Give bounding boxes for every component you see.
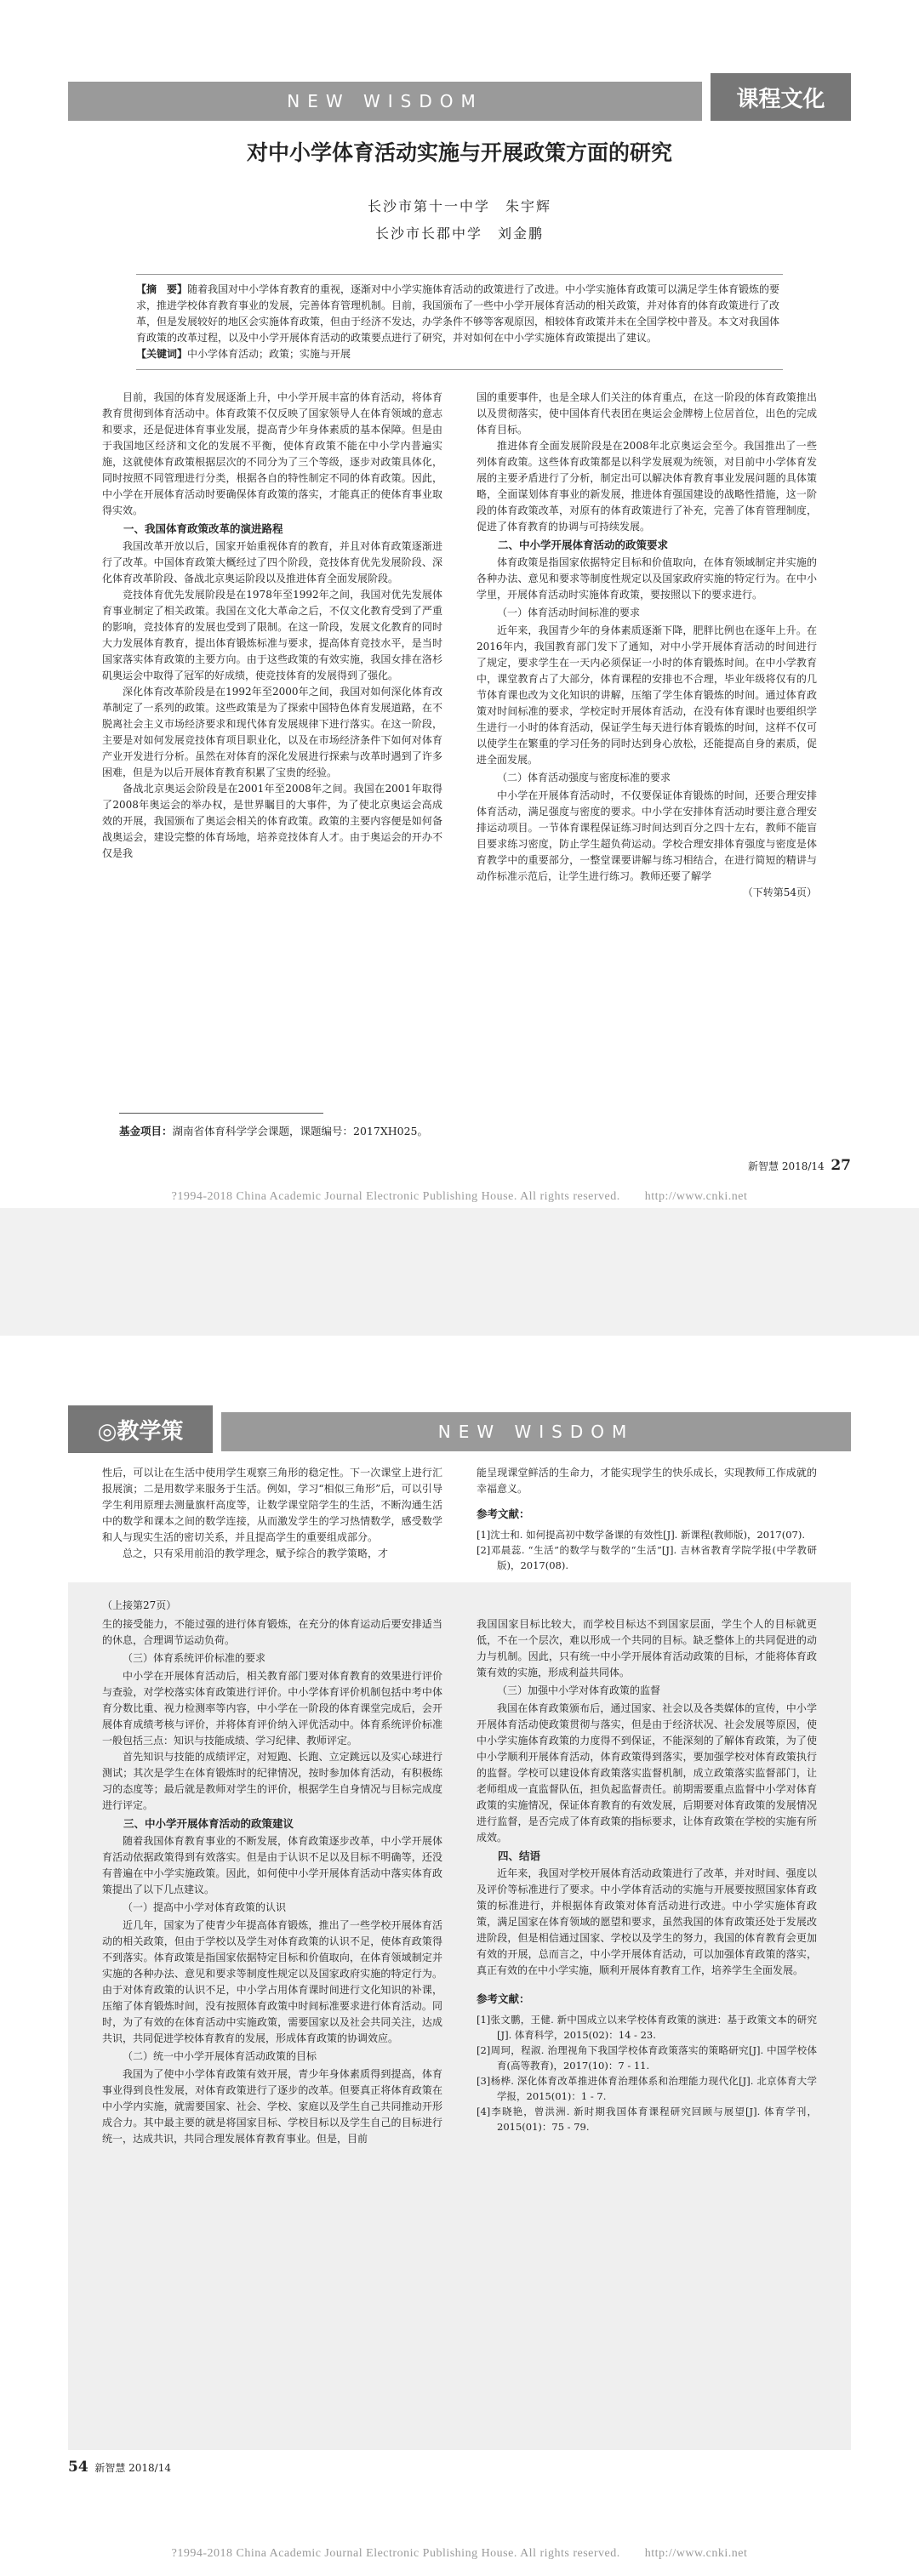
section-heading: 三、中小学开展体育活动的政策建议 [123,1817,294,1830]
abstract [136,274,783,370]
paragraph: 中小学在开展体育活动时，不仅要保证体育锻炼的时间，还要合理安排体育活动，满足强度与密度的要求。中小学在安排体育活动时要注意合理安排运动项目。一节体育课程保证练习时间达到百分之四十左右，教师不能盲目要求练习密度，防止学生超负荷运动。学校合理安排体育强度与密度是体育教学中的重要部分，一整堂课要讲解与练习相结合，在进行简短的精讲与动作标准示范后，让学生进行练习。教师还要了解学 [477,789,817,882]
fund-note [119,1123,428,1138]
continued-from-marker: （上接第27页） [102,1599,177,1611]
author-1: 长沙市第十一中学 朱宇辉 [367,198,551,214]
reference-item: [2]周珂，程淑. 治理视角下我国学校体育政策落实的策略研究[J]. 中国学校体育(高等教育)，2017(10)：7 - 11. [477,2044,817,2072]
paragraph: 备战北京奥运会阶段是在2001年至2008年之间。我国在2001年取得了2008年奥运会的举办权，是世界瞩目的大事件，为了使北京奥运会高成效的开展，我国颁布了奥运会相关的体育政策。政策的主要内容便是如何备战奥运会，建设完整的体育场地，培养竞技体育人才。由于奥运会的开办不仅是我 [102,783,442,859]
top-references [477,1506,817,1573]
fund-text: 湖南省体育科学学会课题，课题编号：2017XH025。 [172,1125,428,1137]
paragraph: 首先知识与技能的成绩评定，对短跑、长跑、立定跳远以及实心球进行测试；其次是学生在体育锻炼时的纪律情况，按时参加体育活动，有积极练习的态度等；最后就是教师对学生的评价，根据学生自身情况与目标完成度进行评定。 [102,1751,442,1811]
abstract-label: 【摘 要】 [136,283,188,295]
paragraph: 近几年，国家为了使青少年提高体育锻炼，推出了一些学校开展体育活动的相关政策，但由于学校以及学生对体育政策的认识不足，使体育政策得不到落实。体育政策是指国家依据特定目标和价值取向，在体育领域制定并实施的各种办法、意见和要求等制度性规定以及国家政府实施的特定行为。由于对体育政策的认识不足，中小学占用体育课时间进行文化知识的补课，压缩了体育锻炼时间，没有按照体育政策中时间标准要求进行体育活动。同时，为了有效的在体育活动中实施政策，需要国家以及社会共同关注，达成共识，共同促进学校体育教育的发展，形成体育政策的协调效应。 [102,1919,442,2044]
footnote-divider [119,1113,323,1114]
paragraph: 我国改革开放以后，国家开始重视体育的教育，并且对体育政策逐渐进行了改革。中国体育政策大概经过了四个阶段，竞技体育优先发展阶段、深化体育改革阶段、备战北京奥运阶段以及推进体育全面发展阶段。 [102,540,442,584]
page-gap [0,1208,919,1336]
reference-item: [2]邓晨蕊. “生活”的数学与数学的“生活”[J]. 吉林省教育学院学报(中学教研版)，2017(08). [477,1544,817,1571]
author-2: 长沙市长郡中学 刘金鹏 [374,225,544,242]
top-references-title: 参考文献： [477,1507,530,1520]
fund-label: 基金项目： [119,1125,173,1137]
paragraph: 体育政策是指国家依据特定目标和价值取向，在体育领域制定并实施的各种办法、意见和要求等制度性规定以及国家政府实施的特定行为。在中小学里，开展体育活动时实施体育政策，要按照以下的要求进行。 [477,556,817,601]
paragraph: 我国在体育政策颁布后，通过国家、社会以及各类媒体的宣传，中小学开展体育活动使政策贯彻与落实，但是由于经济状况、社会发展等原因，使中小学实施体育政策的力度得不到保证，不能深刻的了解体育政策，为了使中小学顺利开展体育活动，体育政策得到落实，要加强学校对体育政策执行的监督。学校可以建设体育政策落实监督机制，成立政策落实监督部门，让老师组成一直监督队伍，担负起监督责任。前期需要重点监督中小学对体育政策的实施情况，保证体育教育的有效发展，后期要对体育政策的发展情况进行监督，是否完成了体育政策的指标要求，让体育政策在学校的实施有所成效。 [477,1702,817,1844]
continued-right-column [477,1616,817,2134]
top-right-paragraph: 能呈现课堂鲜活的生命力，才能实现学生的快乐成长，实现教师工作成就的幸福意义。 [477,1467,817,1495]
copyright-notice: ?1994-2018 China Academic Journal Electronic Publishing House. All rights reserved. http://www.cnki.net [171,1190,748,1203]
page-footer [748,1157,851,1174]
continued-on-marker: （下转第54页） [742,886,817,898]
paragraph: 目前，我国的体育发展逐渐上升，中小学开展丰富的体育活动，将体育教育贯彻到体育活动中。体育政策不仅反映了国家领导人在体育领域的意志和要求，还是促进体育事业发展，提高青少年身体素质的基本保障。但是由于我国地区经济和文化的发展不平衡，使体育政策不能在中小学内普遍实施，这就使体育政策根据层次的不同分为了三个等级，逐步对政策具体化，同时按照不同管理进行分类，根据各自的特性制定不同的体育政策。因此，中小学在开展体育活动时要确保体育政策的落实，才能真正的使体育事业取得实效。 [102,391,442,516]
paragraph: 竞技体育优先发展阶段是在1978年至1992年之间，我国对优先发展体育事业制定了相关政策。我国在文化大革命之后，不仅文化教育受到了严重的影响，竞技体育的发展也受到了限制。在这一阶段，发展文化教育的同时大力发展体育教育，提出体育锻炼标准与要求，提高体育竞技水平，是当时国家落实体育政策的主要方向。由于这些政策的有效实施，我国女排在洛杉矶奥运会中取得了冠军的好成绩，使竞技体育的发展得到了强化。 [102,589,442,681]
paragraph: 国的重要事件，也是全球人们关注的体育重点，在这一阶段的体育政策推出以及贯彻落实，使中国体育代表团在奥运会金牌榜上位居首位，出色的完成体育目标。 [477,391,817,436]
paragraph: 生的接受能力，不能过强的进行体育锻炼，在充分的体育运动后要安排适当的休息，合理调节运动负荷。 [102,1618,442,1646]
abstract-text: 随着我国对中小学体育教育的重视，逐渐对中小学实施体育活动的政策进行了改进。中小学实施体育政策可以满足学生体育锻炼的要求，推进学校体育教育事业的发展，完善体育管理机制。目前，我国颁布了一些中小学开展体育活动的相关政策，并对体育的体育政策进行了改革，但是发展较好的地区会实施体育政策，但由于经济不发达，办学条件不够等客观原因，相较体育政策并未在全国学校中普及。本文对我国体育政策的改革过程，以及中小学开展体育活动的政策要点进行了研究，并对如何在中小学实施体育政策提出了建议。 [136,283,780,344]
footer-journal-2: 新智慧 2018/14 [94,2462,171,2474]
page-number: 27 [831,1157,851,1174]
references-title: 参考文献： [477,1992,530,2005]
reference-item: [4]李晓艳，曾洪洲. 新时期我国体育课程研究回顾与展望[J]. 体育学刊，2015(01)：75 - 79. [477,2106,817,2133]
section-heading: 一、我国体育政策改革的演进路程 [123,522,283,535]
article-title: 对中小学体育活动实施与开展政策方面的研究 [246,140,672,165]
paragraph: 总之，只有采用前沿的教学理念，赋予综合的教学策略，才 [123,1547,389,1559]
subsection-heading: （一）体育活动时间标准的要求 [497,607,641,618]
paragraph: 近年来，我国对学校开展体育活动政策进行了改革，并对时间、强度以及评价等标准进行了要求。中小学体育活动的实施与开展要按照国家体育政策的标准进行，并根据体育政策对体育活动进行改进。中小学实施体育政策，满足国家在体育领域的愿望和要求，虽然我国的体育政策还处于发展改进阶段，但是相信通过国家、学校以及学生的努力，我国的体育教育会更加有效的开展，总而言之，中小学开展体育活动，可以加强体育政策的落实，真正有效的在中小学实施，顺利开展体育教育工作，培养学生全面发展。 [477,1867,817,1976]
paragraph: 随着我国体育教育事业的不断发展，体育政策逐步改革，中小学开展体育活动依据政策得到有效落实。但是由于认识不足以及目标不明确等，还没有普遍在中小学实施政策。因此，如何使中小学开展体育活动中落实体育政策提出了以下几点建议。 [102,1835,442,1895]
paragraph: 推进体育全面发展阶段是在2008年北京奥运会至今。我国推出了一些列体育政策。这些体育政策都是以科学发展观为统领，对目前中小学体育发展的主要矛盾进行了分析，制定出可以解决体育教育事业发展问题的具体策略，全面谋划体育事业的新发展，推进体育强国建设的战略性措施，这一阶段的体育政策改革，对原有的体育政策进行了补充，完善了体育管理制度，促进了体育教育的协调与可持续发展。 [477,440,817,533]
body-right-column [477,390,817,901]
paragraph: 深化体育改革阶段是在1992年至2000年之间，我国对如何深化体育改革制定了一系列的政策。这些政策是为了探索中国特色体育发展道路，在不脱离社会主义市场经济要求和现代体育发展规律下进行落实。在这一阶段，主要是对如何发展竞技体育项目职业化，以及在市场经济条件下如何对体育产业开发进行分析。虽然在对体育的深化发展进行探索与改革时遇到了许多困难，但是为以后开展体育教育积累了宝贵的经验。 [102,686,442,778]
subsection-heading: （三）体育系统评价标准的要求 [123,1652,266,1664]
keywords-text: 中小学体育活动；政策；实施与开展 [187,348,351,360]
section-tab: 课程文化 [711,73,851,121]
top-right-column [477,1465,817,1573]
paragraph: 性后，可以让在生活中使用学生观察三角形的稳定性。下一次课堂上进行汇报展演；二是用数学来服务于生活。例如，学习“相似三角形”后，可以引导学生利用原理去测量旗杆高度等，让数学课堂陪学生的生活，不断沟通生活中的数学和课本之间的数学连接，从而激发学生的学习热情数学，感受数学和人与现实生活的密切关系，并且提高学生的重要组成部分。 [102,1467,442,1543]
page-27 [0,0,919,1208]
reference-item: [1]张文鹏，王健. 新中国成立以来学校体育政策的演进：基于政策文本的研究[J]. 体育科学，2015(02)：14 - 23. [477,2014,817,2041]
section-tab-2: ◎教学策 [68,1405,213,1453]
paragraph: 我国为了使中小学体育政策有效开展，青少年身体素质得到提高，体育事业得到良性发展，对体育政策进行了逐步的改革。但要真正将体育政策在中小学内实施，就需要国家、社会、学校、家庭以及学生自己共同推动开形成合力。其中最主要的就是将国家目标、学校目标以及学生自己的目标进行统一，达成共识，共同合理发展体育教育事业。但是，目前 [102,2068,442,2145]
banner-text-2: NEW WISDOM [437,1422,635,1442]
continuation-marker-wrap [102,1598,442,1614]
paragraph: 我国国家目标比较大，而学校目标达不到国家层面，学生个人的目标就更低，不在一个层次，难以形成一个共同的目标。缺乏整体上的共同促进的动力与机制。因此，只有统一中小学开展体育活动政策的目标，才能将体育政策有效的实施，形成利益共同体。 [477,1618,817,1678]
paragraph: 中小学在开展体育活动后，相关教育部门要对体育教育的效果进行评价与查验，对学校落实体育政策进行评价。中小学体育评价机制包括中考中体育分数比重、视力检测率等内容，中小学在一阶段的体育课堂完成后，会开展体育成绩考核与评价，并将体育评价纳入评优活动中。体育系统评价标准一般包括三点：知识与技能成绩、学习纪律、教师评定。 [102,1670,442,1747]
subsection-heading: （二）体育活动强度与密度标准的要求 [497,772,671,784]
copyright-notice-2: ?1994-2018 China Academic Journal Electronic Publishing House. All rights reserved. http://www.cnki.net [171,2547,748,2560]
continued-left-column [102,1616,442,2147]
section-heading: 二、中小学开展体育活动的政策要求 [498,539,669,551]
subsection-heading: （三）加强中小学对体育政策的监督 [497,1684,661,1696]
header-banner-2 [221,1412,851,1451]
reference-item: [1]沈士和. 如何提高初中数学备课的有效性[J]. 新课程(教师版)，2017(07). [477,1529,805,1541]
page-footer-2 [68,2459,171,2476]
keywords-label: 【关键词】 [136,348,188,360]
section-heading: 四、结语 [498,1849,541,1862]
footer-journal: 新智慧 2018/14 [748,1160,825,1172]
banner-text: NEW WISDOM [287,91,483,111]
subsection-heading: （二）统一中小学开展体育活动政策的目标 [123,2050,317,2062]
paragraph: 近年来，我国青少年的身体素质逐渐下降，肥胖比例也在逐年上升。在2016年内，我国教育部门发下了通知，对中小学开展体育活动的时间进行了规定，要求学生在一天内必须保证一小时的体育锻炼时间。在中小学教育中，课堂教育占了大部分，体育课程的安排也不合理，毕业年级将仅有的几节体育课也改为文化知识的讲解，压缩了学生体育锻炼的时间。通过体育政策对时间标准的要求，学校定时开展体育活动，在没有体育课时也要组织学生进行一小时的体育活动，保证学生每天进行体育锻炼的时间，这样不仅可以使学生在繁重的学习任务的同时达到身心放松，还能提高自身的素质，促进全面发展。 [477,624,817,766]
references [477,1991,817,2134]
body-left-column [102,390,442,862]
page-number-2: 54 [68,2459,88,2476]
subsection-heading: （一）提高中小学对体育政策的认识 [123,1901,287,1913]
reference-item: [3]杨桦. 深化体育改革推进体育治理体系和治理能力现代化[J]. 北京体育大学学报，2015(01)：1 - 7. [477,2075,817,2102]
header-banner [68,82,702,121]
top-left-column [102,1465,442,1562]
